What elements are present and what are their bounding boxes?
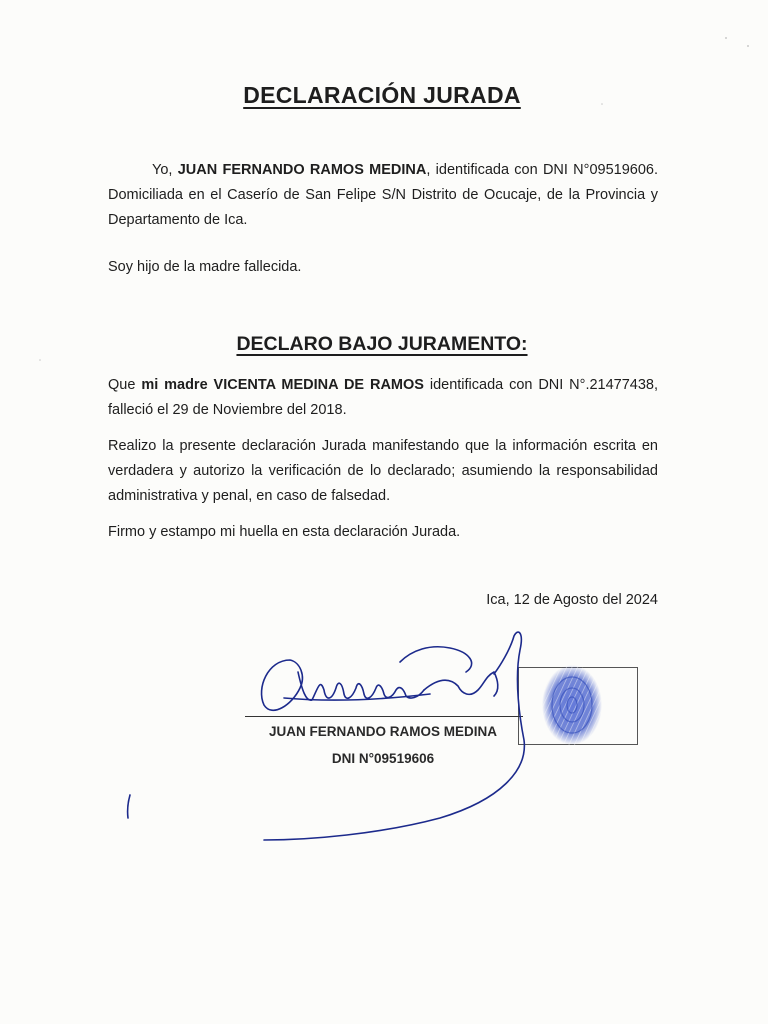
signer-name: JUAN FERNANDO RAMOS MEDINA [268, 724, 497, 739]
intro-yo: Yo, [152, 162, 173, 178]
document-title: DECLARACIÓN JURADA [243, 82, 521, 108]
signature-statement: Firmo y estampo mi huella en esta declaración Jurada. [108, 524, 461, 540]
responsibility-paragraph: Realizo la presente declaración Jurada manifestando que la información escrita en verdadera y autorizo la verificación de lo declarado; asumiendo la responsabilidad administrativa y penal, en caso de falsedad. [108, 438, 658, 504]
intro-paragraph [108, 158, 658, 233]
son-statement: Soy hijo de la madre fallecida. [108, 259, 302, 275]
signer-dni: DNI N°09519606 [331, 751, 435, 766]
mother-label: mi madre [141, 377, 208, 393]
declarant-name: JUAN FERNANDO RAMOS MEDINA [177, 162, 427, 178]
place-date: Ica, 12 de Agosto del 2024 [486, 592, 658, 608]
declaration-que: Que [108, 377, 136, 393]
declaration-heading: DECLARO BAJO JURAMENTO: [236, 333, 528, 355]
mother-name: VICENTA MEDINA DE RAMOS [213, 377, 424, 393]
declaration-rest: identificada con DNI N°.21477438, falleció el 29 de Noviembre del 2018. [108, 377, 659, 418]
intro-rest: , identificada con DNI N°09519606. Domiciliada en el Caserío de San Felipe S/N Distrito de Ocucaje, de la Provincia y Departamento de Ica. [108, 162, 658, 228]
signature-line [245, 716, 523, 717]
thumbprint-box [518, 667, 638, 745]
declaration-paragraph [108, 373, 658, 423]
